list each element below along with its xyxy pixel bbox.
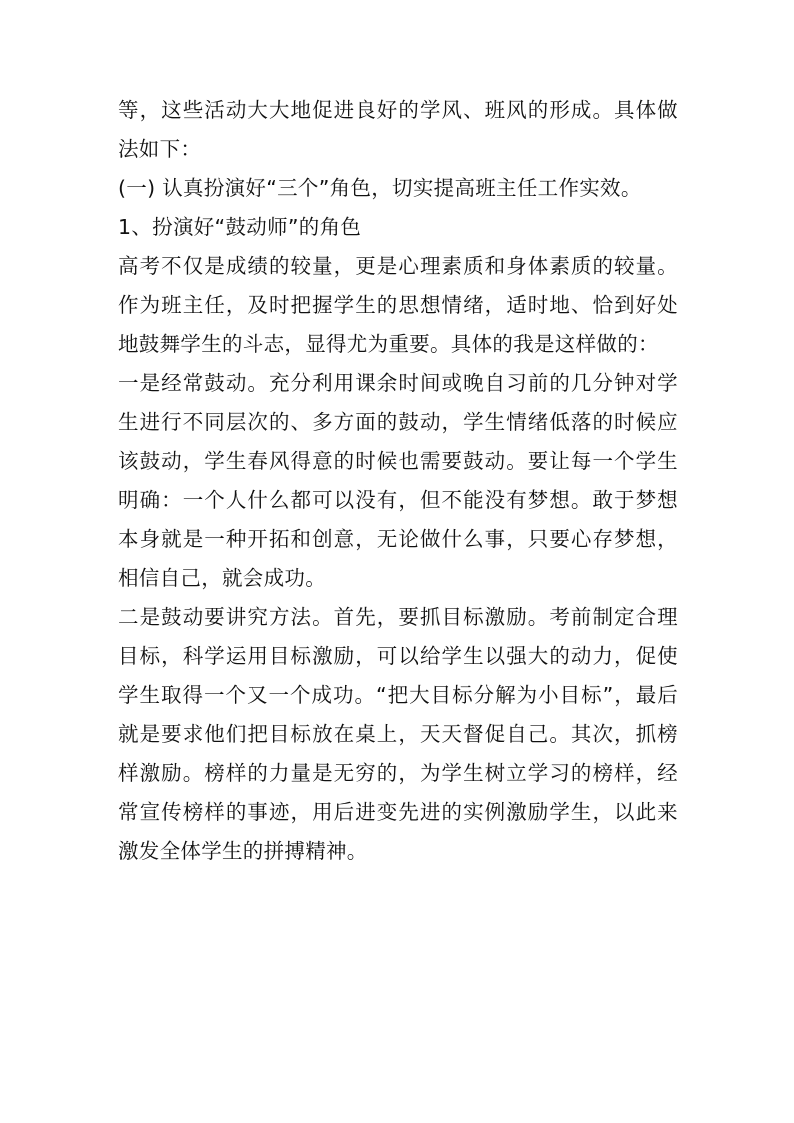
paragraph-role-description: 高考不仅是成绩的较量，更是心理素质和身体素质的较量。作为班主任，及时把握学生的思想情绪，适时地、恰到好处地鼓舞学生的斗志，显得尤为重要。具体的我是这样做的：	[118, 254, 678, 356]
paragraph-intro: 等，这些活动大大地促进良好的学风、班风的形成。具体做法如下：	[118, 98, 678, 161]
document-body	[118, 91, 678, 871]
section-heading: (一) 认真扮演好“三个”角色，切实提高班主任工作实效。	[118, 176, 642, 200]
paragraph-frequent-encouragement: 一是经常鼓动。充分利用课余时间或晚自习前的几分钟对学生进行不同层次的、多方面的鼓动，学生情绪低落的时候应该鼓动，学生春风得意的时候也需要鼓动。要让每一个学生明确：一个人什么都可以没有，但不能没有梦想。敢于梦想本身就是一种开拓和创意，无论做什么事，只要心存梦想，相信自己，就会成功。	[118, 371, 678, 590]
paragraph-encouragement-methods: 二是鼓动要讲究方法。首先，要抓目标激励。考前制定合理目标，科学运用目标激励，可以给学生以强大的动力，促使学生取得一个又一个成功。“把大目标分解为小目标”，最后就是要求他们把目标放在桌上，天天督促自己。其次，抓榜样激励。榜样的力量是无穷的，为学生树立学习的榜样，经常宣传榜样的事迹，用后进变先进的实例激励学生，以此来激发全体学生的拼搏精神。	[118, 605, 678, 863]
subsection-heading: 1、扮演好“鼓动师”的角色	[118, 215, 362, 239]
